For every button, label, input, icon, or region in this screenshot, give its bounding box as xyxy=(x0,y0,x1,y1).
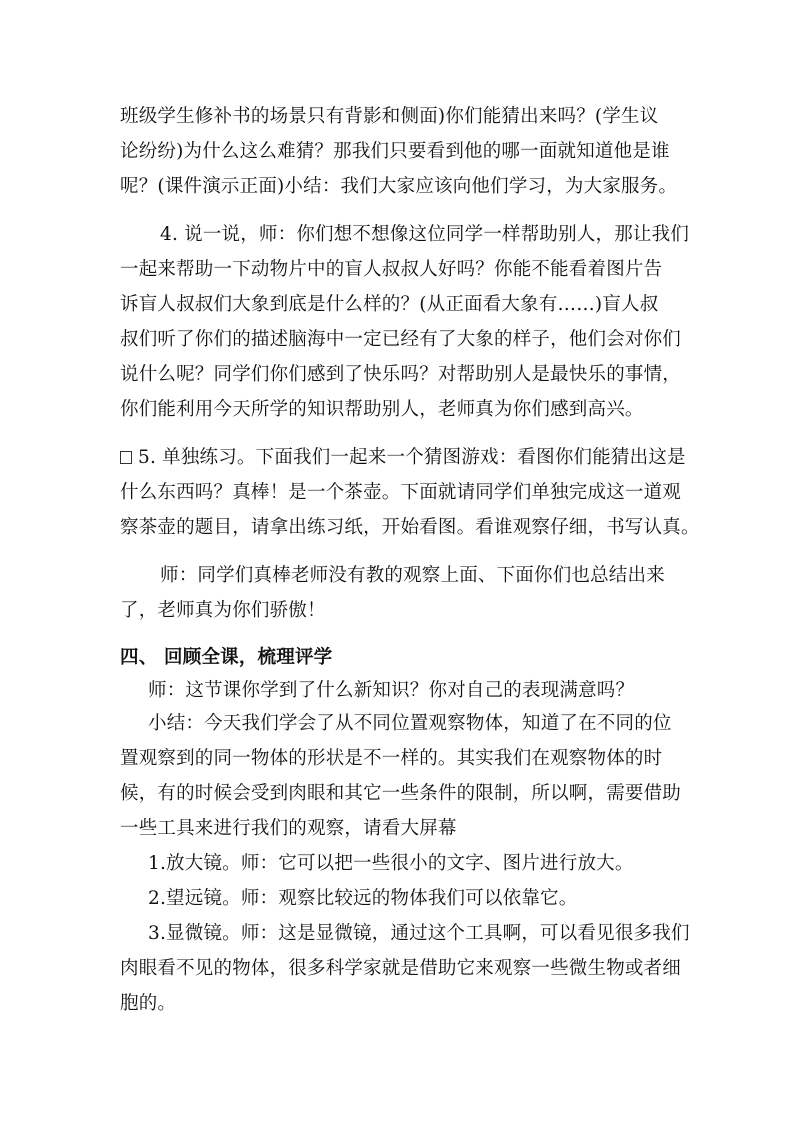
text-line: 了，老师真为你们骄傲！ xyxy=(120,600,326,621)
text-line: 班级学生修补书的场景只有背影和侧面)你们能猜出来吗？(学生议 xyxy=(120,106,659,127)
list-item: 3.显微镜。师：这是显微镜，通过这个工具啊，可以看见很多我们 xyxy=(148,923,690,944)
text-line: 察茶壶的题目，请拿出练习纸，开始看图。看谁观察仔细，书写认真。 xyxy=(120,517,700,538)
text-line: 置观察到的同一物体的形状是不一样的。其实我们在观察物体的时 xyxy=(120,748,663,769)
text-line: 4. 说一说，师：你们想不想像这位同学一样帮助别人，那让我们 xyxy=(160,224,690,245)
text-line: 你们能利用今天所学的知识帮助别人，老师真为你们感到高兴。 xyxy=(120,399,644,420)
text-line: 师：同学们真棒老师没有教的观察上面、下面你们也总结出来 xyxy=(160,565,665,586)
text-line xyxy=(120,445,686,471)
text-line: 一起来帮助一下动物片中的盲人叔叔人好吗？你能不能看着图片告 xyxy=(120,259,663,280)
text-line: 叔们听了你们的描述脑海中一定已经有了大象的样子，他们会对你们 xyxy=(120,329,682,350)
text-line: 什么东西吗？真棒！是一个茶壶。下面就请同学们单独完成这一道观 xyxy=(120,482,682,503)
text-line: 小结：今天我们学会了从不同位置观察物体，知道了在不同的位 xyxy=(148,713,672,734)
text-line: 呢？(课件演示正面)小结：我们大家应该向他们学习，为大家服务。 xyxy=(120,176,678,197)
checkbox-icon xyxy=(120,451,132,464)
text-line: 说什么呢？同学们你们感到了快乐吗？对帮助别人是最快乐的事情， xyxy=(120,364,682,385)
text-line: 师：这节课你学到了什么新知识？你对自己的表现满意吗？ xyxy=(148,680,635,701)
text-line: 肉眼看不见的物体，很多科学家就是借助它来观察一些微生物或者细 xyxy=(120,958,682,979)
list-item: 2.望远镜。师：观察比较远的物体我们可以依靠它。 xyxy=(148,888,578,909)
text-line: 论纷纷)为什么这么难猜？那我们只要看到他的哪一面就知道他是谁 xyxy=(120,141,670,162)
text-line: 候，有的时候会受到肉眼和其它一些条件的限制，所以啊，需要借助 xyxy=(120,783,682,804)
text-line: 诉盲人叔叔们大象到底是什么样的？(从正面看大象有……)盲人叔 xyxy=(120,294,659,315)
text-span: 5. 单独练习。下面我们一起来一个猜图游戏：看图你们能猜出这是 xyxy=(138,447,686,468)
list-item: 1.放大镜。师：它可以把一些很小的文字、图片进行放大。 xyxy=(148,853,634,874)
text-line: 一些工具来进行我们的观察，请看大屏幕 xyxy=(120,818,457,839)
section-heading: 四、 回顾全课，梳理评学 xyxy=(120,647,333,668)
text-line: 胞的。 xyxy=(120,993,177,1014)
